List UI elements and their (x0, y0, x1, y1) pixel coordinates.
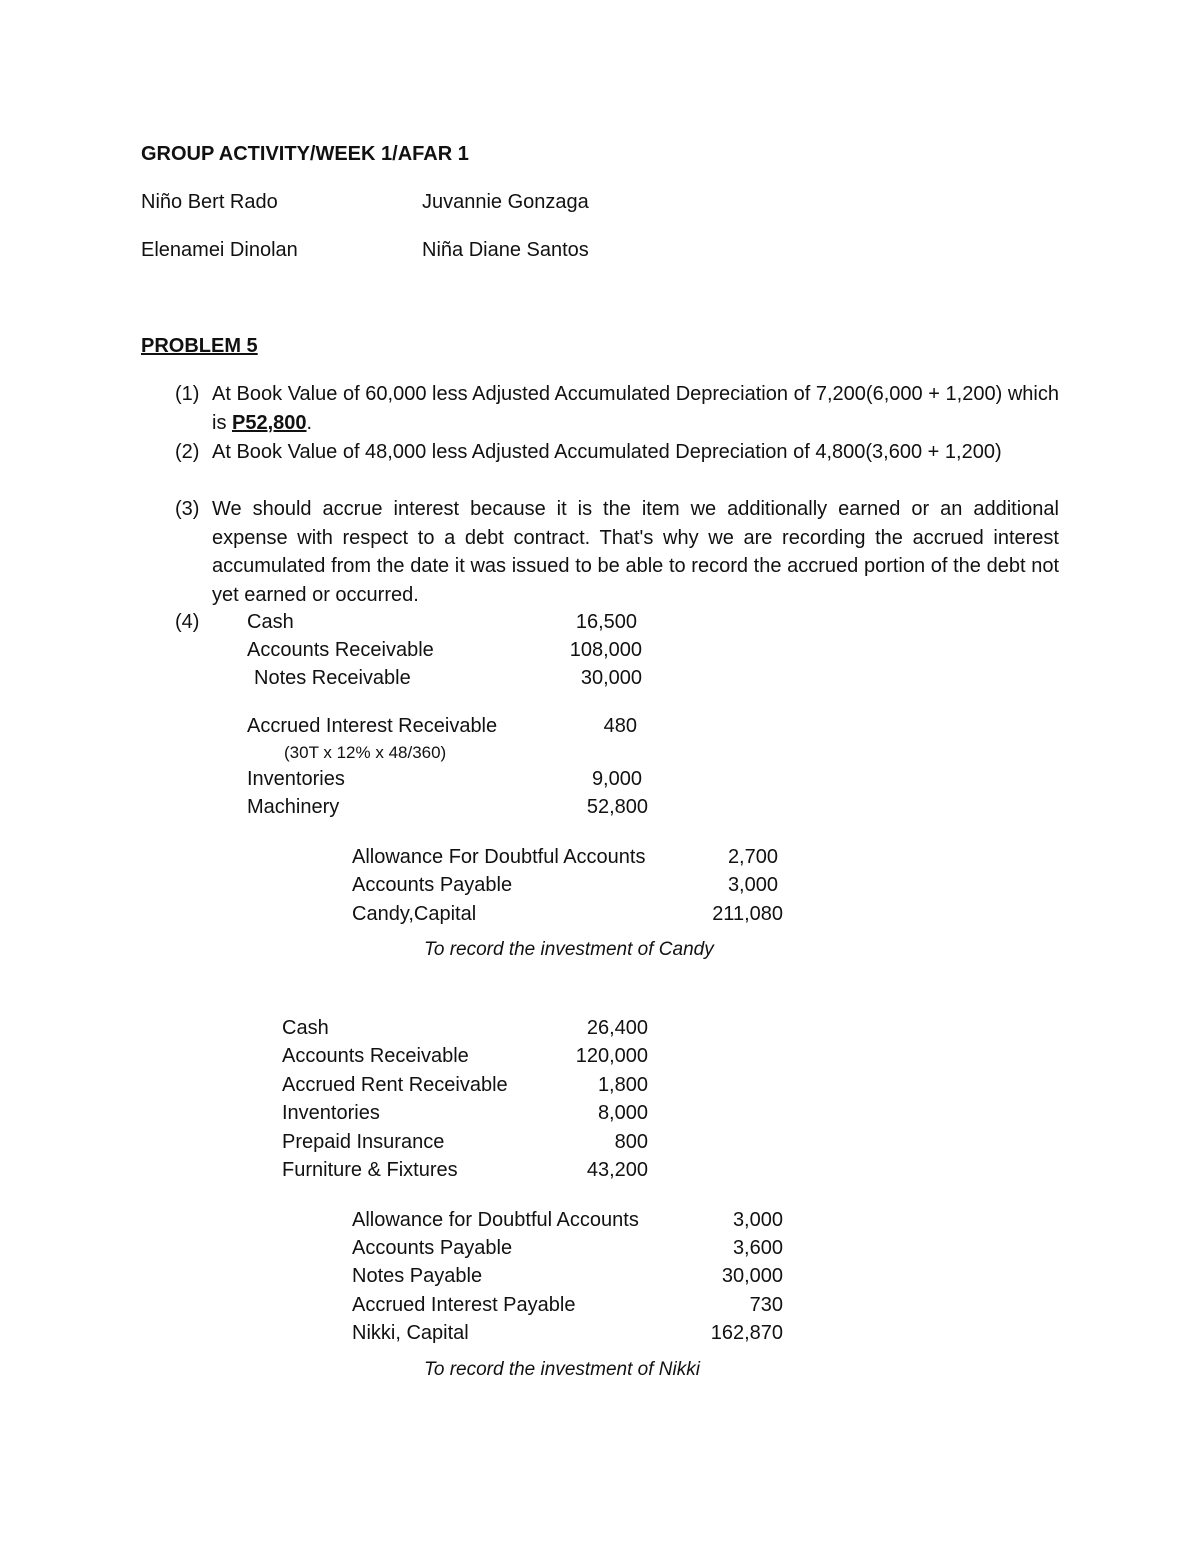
credit-amount: 730 (749, 1294, 783, 1316)
debit-amount: 120,000 (575, 1045, 648, 1067)
debit-amount: 30,000 (580, 667, 642, 689)
debit-account: Accrued Rent Receivable (282, 1074, 508, 1096)
debit-account: Furniture & Fixtures (282, 1159, 458, 1181)
debit-account: Cash (282, 1017, 329, 1039)
credit-account: Candy,Capital (352, 903, 477, 925)
debit-amount: 52,800 (586, 796, 648, 818)
item-label: (2) (175, 441, 200, 463)
credit-account: Accrued Interest Payable (352, 1294, 576, 1316)
entry-memo: To record the investment of Candy (424, 939, 714, 960)
debit-amount: 16,500 (575, 611, 637, 633)
item-label: (1) (175, 383, 200, 405)
page-title: GROUP ACTIVITY/WEEK 1/AFAR 1 (141, 143, 469, 165)
member-name: Elenamei Dinolan (141, 239, 298, 261)
debit-amount: 108,000 (569, 639, 642, 661)
debit-account: Cash (247, 611, 294, 633)
debit-amount: 9,000 (591, 768, 642, 790)
debit-account: Inventories (282, 1102, 380, 1124)
debit-amount: 43,200 (586, 1159, 648, 1181)
credit-amount: 162,870 (710, 1322, 783, 1344)
debit-amount: 26,400 (586, 1017, 648, 1039)
interest-computation-note: (30T x 12% x 48/360) (284, 743, 447, 762)
credit-account: Allowance For Doubtful Accounts (352, 846, 646, 868)
debit-amount: 8,000 (597, 1102, 648, 1124)
item-text: We should accrue interest because it is the item we additionally earned or an additional expense with respect to a debt contract. That's why we are recording the accrued interest accumulated from the date it was issued to be able to record the accrued portion of the debt not yet earned or occurred. (212, 498, 1059, 606)
credit-account: Nikki, Capital (352, 1322, 469, 1344)
member-name: Niño Bert Rado (141, 191, 278, 213)
debit-account: Inventories (247, 768, 345, 790)
credit-account: Allowance for Doubtful Accounts (352, 1209, 639, 1231)
debit-account: Accounts Receivable (282, 1045, 469, 1067)
credit-amount: 3,600 (732, 1237, 783, 1259)
member-name: Niña Diane Santos (422, 239, 589, 261)
credit-account: Notes Payable (352, 1265, 483, 1287)
entry-memo: To record the investment of Nikki (424, 1359, 700, 1380)
item-text: At Book Value of 60,000 less Adjusted Accumulated Depreciation of 7,200(6,000 + 1,200) which is P52,800. (212, 383, 1059, 434)
credit-account: Accounts Payable (352, 1237, 513, 1259)
debit-account: Prepaid Insurance (282, 1131, 445, 1153)
item-label: (3) (175, 498, 200, 520)
member-name: Juvannie Gonzaga (422, 191, 589, 213)
problem-item (175, 438, 1059, 496)
debit-account: Notes Receivable (254, 667, 411, 689)
debit-account: Machinery (247, 796, 340, 818)
problem-item (175, 495, 1059, 611)
answer-emphasis: P52,800 (232, 411, 307, 434)
credit-amount: 30,000 (721, 1265, 783, 1287)
debit-amount: 1,800 (597, 1074, 648, 1096)
credit-amount: 3,000 (727, 874, 778, 896)
problem-item (175, 380, 1059, 438)
item-label: (4) (175, 611, 200, 633)
debit-account: Accrued Interest Receivable (247, 715, 498, 737)
debit-account: Accounts Receivable (247, 639, 434, 661)
credit-amount: 211,080 (712, 903, 783, 925)
debit-amount: 480 (603, 715, 637, 737)
credit-amount: 3,000 (732, 1209, 783, 1231)
credit-amount: 2,700 (727, 846, 778, 868)
debit-amount: 800 (614, 1131, 648, 1153)
credit-account: Accounts Payable (352, 874, 513, 896)
item-text: At Book Value of 48,000 less Adjusted Accumulated Depreciation of 4,800(3,600 + 1,200) (212, 441, 1002, 463)
problem-heading: PROBLEM 5 (141, 335, 258, 357)
